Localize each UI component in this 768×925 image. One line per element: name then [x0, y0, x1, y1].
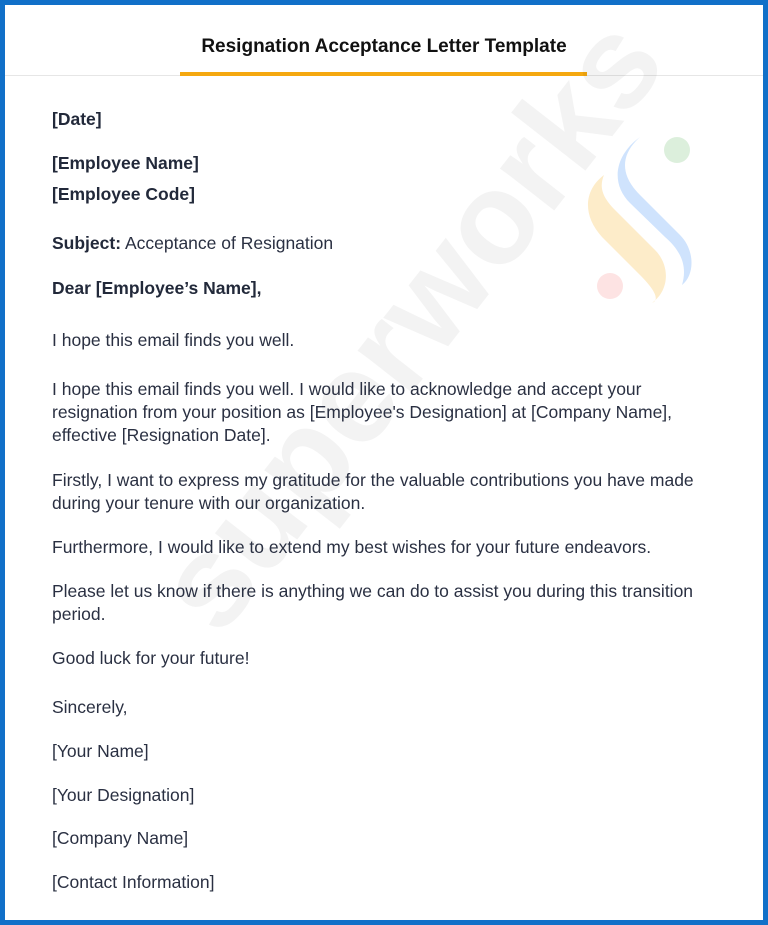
salutation: Dear [Employee’s Name], [52, 278, 262, 298]
employee-name: [Employee Name] [52, 153, 199, 173]
subject-value: Acceptance of Resignation [121, 233, 334, 253]
paragraph-assist: Please let us know if there is anything we can do to assist you during this transition period. [52, 581, 694, 624]
paragraph-good-luck: Good luck for your future! [52, 648, 250, 668]
letter-date: [Date] [52, 109, 102, 129]
superworks-logo-icon [570, 125, 710, 305]
document-header [5, 5, 763, 76]
paragraph-gratitude: Firstly, I want to express my gratitude for the valuable contributions you have made during your tenure with our organization. [52, 470, 694, 513]
signature-company-name: [Company Name] [52, 828, 189, 848]
paragraph-greeting: I hope this email finds you well. [52, 330, 295, 350]
subject-line [52, 232, 333, 255]
employee-code: [Employee Code] [52, 184, 195, 204]
page-title: Resignation Acceptance Letter Template [201, 36, 567, 57]
paragraph-acceptance: I hope this email finds you well. I would like to acknowledge and accept your resignation from your position as [Employee's Designation] at [Company Name], effective [Resignation Date]. [52, 379, 673, 445]
document-page [5, 5, 763, 920]
paragraph-wishes: Furthermore, I would like to extend my best wishes for your future endeavors. [52, 537, 652, 557]
signature-contact-info: [Contact Information] [52, 872, 215, 892]
signature-designation: [Your Designation] [52, 785, 195, 805]
closing: Sincerely, [52, 697, 128, 717]
title-underline [180, 72, 587, 76]
signature-your-name: [Your Name] [52, 741, 149, 761]
subject-label: Subject: [52, 233, 122, 253]
